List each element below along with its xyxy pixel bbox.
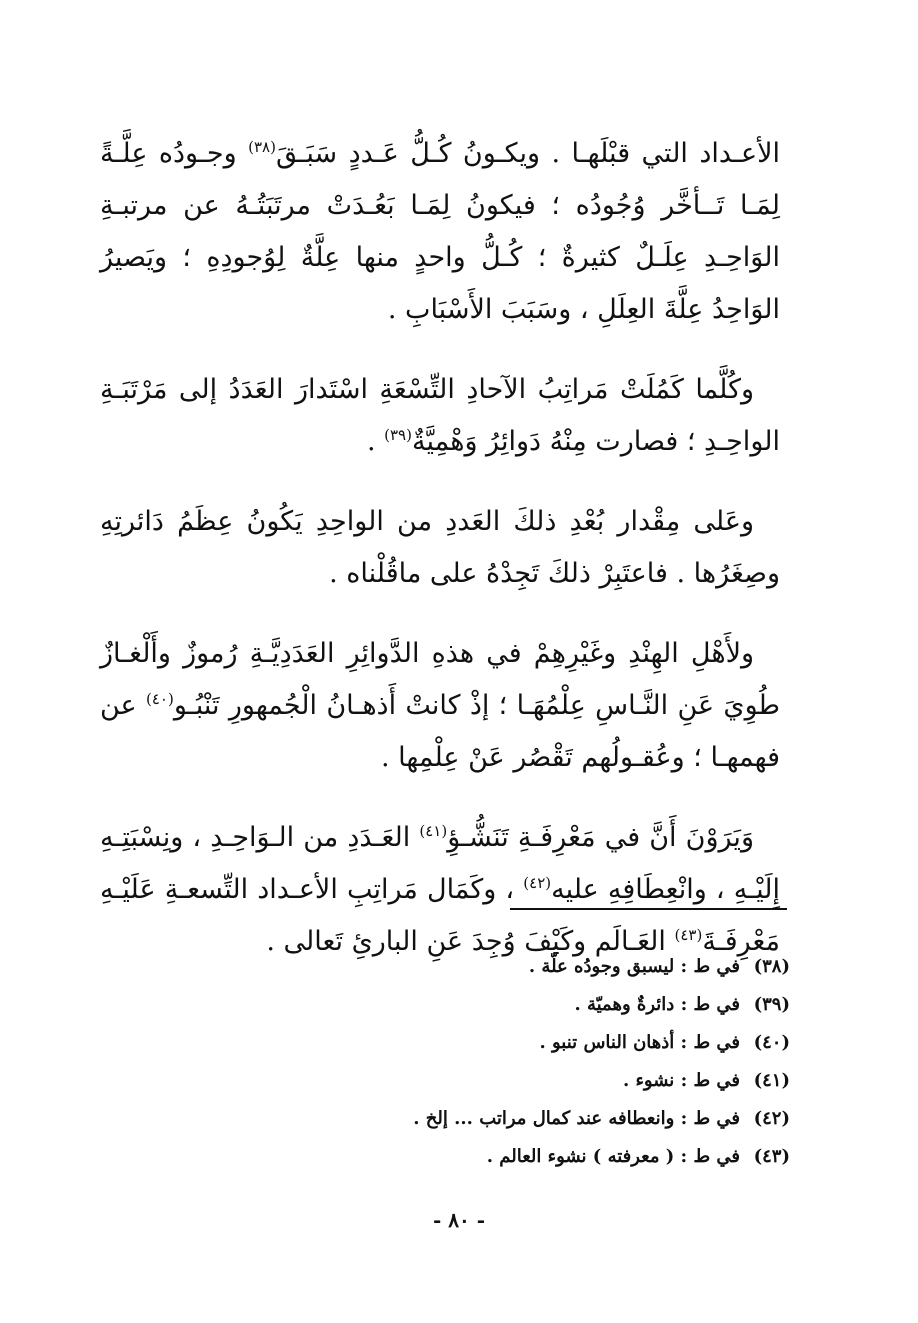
footnote-number: (٤٢) (753, 1108, 790, 1129)
footnote-text: في ط : نشوء . (622, 1070, 740, 1091)
footnote-42 (413, 1100, 790, 1138)
footnotes-section (413, 948, 790, 1176)
footnote-text: في ط : دائرةٌ وهميّة . (574, 994, 740, 1015)
text-segment: وعَلى مِقْدار بُعْدِ ذلكَ العَددِ من الواحِدِ يَكُونُ عِظَمُ دَائرتِهِ وصِغَرُها . فاعتَبِرْ ذلكَ تَجِدْهُ على ماقُلْناه . (100, 506, 780, 589)
footnote-ref-39[interactable]: (٣٩) (384, 426, 412, 444)
footnote-number: (٤١) (753, 1070, 790, 1091)
paragraph-5 (100, 812, 780, 968)
footnote-38 (413, 948, 790, 986)
text-segment: العَـالَم وكَيْفَ وُجِدَ عَنِ البارئِ تَعالى . (266, 926, 675, 957)
text-segment: . (366, 426, 385, 457)
main-text (100, 128, 780, 996)
text-segment: وجـودُه عِلَّـةً لِمَـا تَــأخَّر وُجُودُه ؛ فيكونُ لِمَـا بَعُـدَتْ مرتَبَتُـهُ عن مرتبـةِ الوَاحِـدِ عِلَـلٌ كثيرةٌ ؛ كُـلُّ واحدٍ منها عِلَّةٌ لِوُجودِهِ ؛ ويَصيرُ الوَاحِدُ عِلَّةَ العِلَلِ ، وسَبَبَ الأَسْبَابِ . (100, 138, 780, 325)
footnote-ref-38[interactable]: (٣٨) (248, 138, 276, 156)
footnote-ref-42[interactable]: (٤٢) (523, 874, 552, 892)
footnote-number: (٤٣) (753, 1146, 790, 1167)
footnote-number: (٣٨) (753, 956, 790, 977)
text-segment: ، وكَمَال مَراتِبِ الأعـداد التِّسعـةِ عَلَيْـهِ مَعْرِفَـةَ (100, 874, 780, 957)
text-segment: عن فهمهـا ؛ وعُقـولُهم تَقْصُر عَنْ عِلْمِها . (100, 690, 780, 773)
paragraph-4 (100, 628, 780, 784)
text-segment: العَـدَدِ من الـوَاحِـدِ ، ونِسْبَتِـهِ إِلَيْـهِ ، وانْعِطَافِهِ عليه (100, 822, 780, 905)
footnote-39 (413, 986, 790, 1024)
footnote-text: في ط : وانعطافه عند كمال مراتب ... إلخ . (413, 1108, 740, 1129)
footnote-text: في ط : أذهان الناس تنبو . (539, 1032, 740, 1053)
footnote-ref-40[interactable]: (٤٠) (146, 690, 174, 708)
text-segment: ولأَهْلِ الهِنْدِ وغَيْرِهِمْ في هذهِ الدَّوائِرِ العَدَدِيَّـةِ رُموزٌ وأَلْغـازٌ طُوِيَ عَنِ النَّـاسِ عِلْمُهَـا ؛ إذْ كانتْ أَذهـانُ الْجُمهورِ تَنْبُـو (100, 638, 781, 721)
footnote-number: (٤٠) (753, 1032, 790, 1053)
paragraph-2 (100, 364, 780, 468)
footnote-text: في ط : ( معرفته ) نشوء العالم . (486, 1146, 740, 1167)
footnote-41 (413, 1062, 790, 1100)
footnote-text: في ط : ليسبق وجودُه علّة . (528, 956, 740, 977)
text-segment: الأعـداد التي قبْلَهـا . ويكـونُ كُـلُّ عَـددٍ سَبَـقَ (275, 138, 780, 169)
footnote-divider (510, 908, 787, 910)
text-segment: وكُلَّما كَمُلَتْ مَراتِبُ الآحادِ التِّسْعَةِ اسْتَدارَ العَدَدُ إلى مَرْتَبَـةِ الواحِـدِ ؛ فصارت مِنْهُ دَوائِرُ وَهْمِيَّةٌ (100, 374, 780, 457)
paragraph-3 (100, 496, 780, 600)
footnote-ref-41[interactable]: (٤١) (419, 822, 448, 840)
footnote-40 (413, 1024, 790, 1062)
paragraph-1 (100, 128, 780, 336)
text-segment: وَيَرَوْنَ أَنَّ في مَعْرِفَـةِ تَنَشُّـؤِ (447, 822, 754, 853)
footnote-43 (413, 1138, 790, 1176)
footnote-ref-43[interactable]: (٤٣) (674, 926, 703, 944)
page-number: - ٨٠ - (432, 1208, 485, 1232)
footnote-number: (٣٩) (753, 994, 790, 1015)
